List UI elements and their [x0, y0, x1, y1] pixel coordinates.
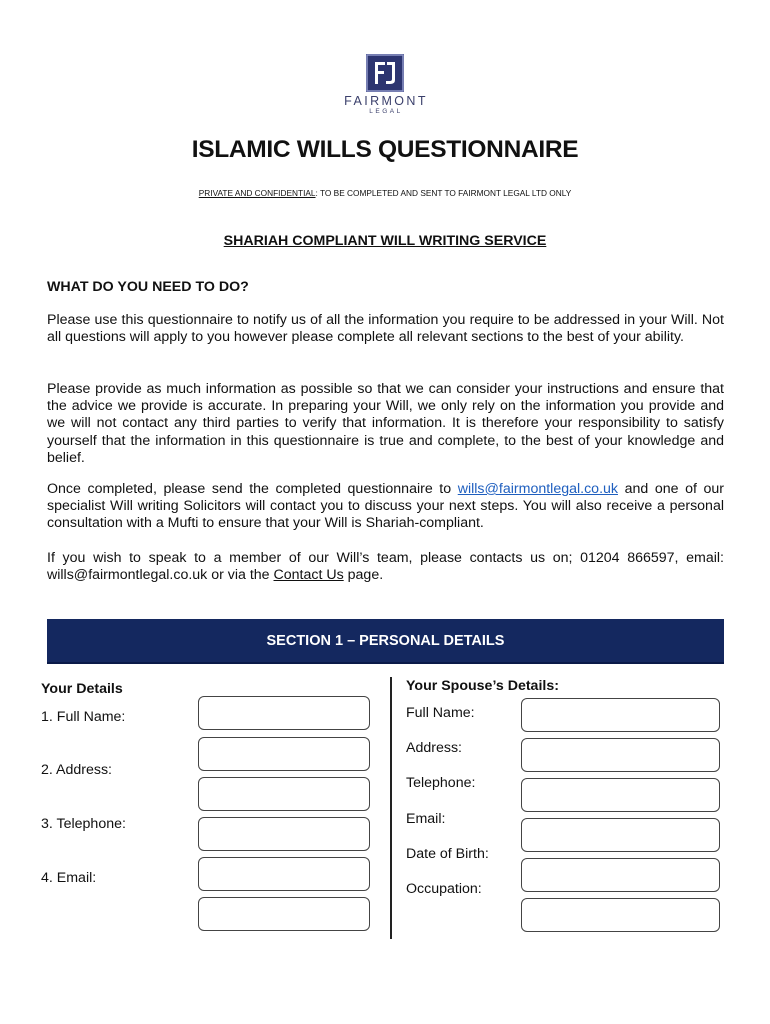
spouse-details-heading: Your Spouse’s Details:	[406, 678, 559, 694]
your-details-heading: Your Details	[41, 681, 123, 697]
spouse-full-name-label: Full Name:	[406, 705, 475, 721]
confidential-label: PRIVATE AND CONFIDENTIAL	[198, 188, 316, 198]
spouse-full-name-field[interactable]	[521, 698, 720, 732]
confidential-notice	[0, 188, 770, 198]
spouse-occupation-field[interactable]	[521, 898, 720, 932]
spouse-dob-label: Date of Birth:	[406, 846, 489, 862]
spouse-address-field[interactable]	[521, 738, 720, 772]
column-divider	[390, 677, 392, 939]
fairmont-monogram-icon	[366, 54, 404, 92]
spouse-occupation-label: Occupation:	[406, 881, 482, 897]
contact-us-link[interactable]: Contact Us	[273, 567, 344, 584]
p4-text-after: page.	[343, 567, 384, 584]
spouse-email-label: Email:	[406, 811, 446, 827]
p4-text-before: If you wish to speak to a member of our Will’s team, please contacts us on; 01204 866597, email: wills@fairmontlegal.co.uk or via the	[47, 550, 724, 584]
p3-text-after: and one of our specialist Will writing Solicitors will contact you to discuss your next steps. You will also receive a personal consultation with a Mufti to ensure that your Will is Shariah-compliant.	[47, 481, 724, 532]
spouse-telephone-field[interactable]	[521, 778, 720, 812]
instructions-paragraph-4	[47, 550, 724, 584]
full-name-field[interactable]	[198, 696, 370, 730]
full-name-label: 1. Full Name:	[41, 709, 126, 725]
address-field-line-2[interactable]	[198, 777, 370, 811]
telephone-label: 3. Telephone:	[41, 816, 126, 832]
brand-subname: LEGAL	[369, 108, 403, 115]
instructions-paragraph-2: Please provide as much information as possible so that we can consider your instructions and ensure that the advice we provide is accurate. In preparing your Will, we only rely on the information you provide and we will not contact any third parties to verify that information. It is therefore your responsibility to satisfy yourself that the information in this questionnaire is true and complete, to the best of your knowledge and belief.	[47, 381, 724, 466]
instructions-paragraph-3	[47, 481, 724, 533]
instructions-heading: WHAT DO YOU NEED TO DO?	[47, 279, 249, 295]
section-1-header: SECTION 1 – PERSONAL DETAILS	[47, 619, 724, 664]
email-field[interactable]	[198, 857, 370, 891]
service-subtitle: SHARIAH COMPLIANT WILL WRITING SERVICE	[223, 233, 547, 249]
p3-text-before: Once completed, please send the completed questionnaire to	[47, 481, 458, 497]
brand-name: FAIRMONT	[344, 94, 428, 108]
page-title: ISLAMIC WILLS QUESTIONNAIRE	[191, 136, 579, 163]
address-field-line-1[interactable]	[198, 737, 370, 771]
address-label: 2. Address:	[41, 762, 112, 778]
spouse-telephone-label: Telephone:	[406, 775, 476, 791]
telephone-field[interactable]	[198, 817, 370, 851]
email-field-line-2[interactable]	[198, 897, 370, 931]
email-label: 4. Email:	[41, 870, 97, 886]
confidential-text: : TO BE COMPLETED AND SENT TO FAIRMONT LEGAL LTD ONLY	[315, 188, 572, 198]
spouse-dob-field[interactable]	[521, 858, 720, 892]
email-link[interactable]: wills@fairmontlegal.co.uk	[457, 481, 618, 497]
spouse-email-field[interactable]	[521, 818, 720, 852]
spouse-address-label: Address:	[406, 740, 462, 756]
instructions-paragraph-1: Please use this questionnaire to notify us of all the information you require to be addressed in your Will. Not all questions will apply to you however please complete all relevant sections to the best of your ability.	[47, 312, 724, 346]
